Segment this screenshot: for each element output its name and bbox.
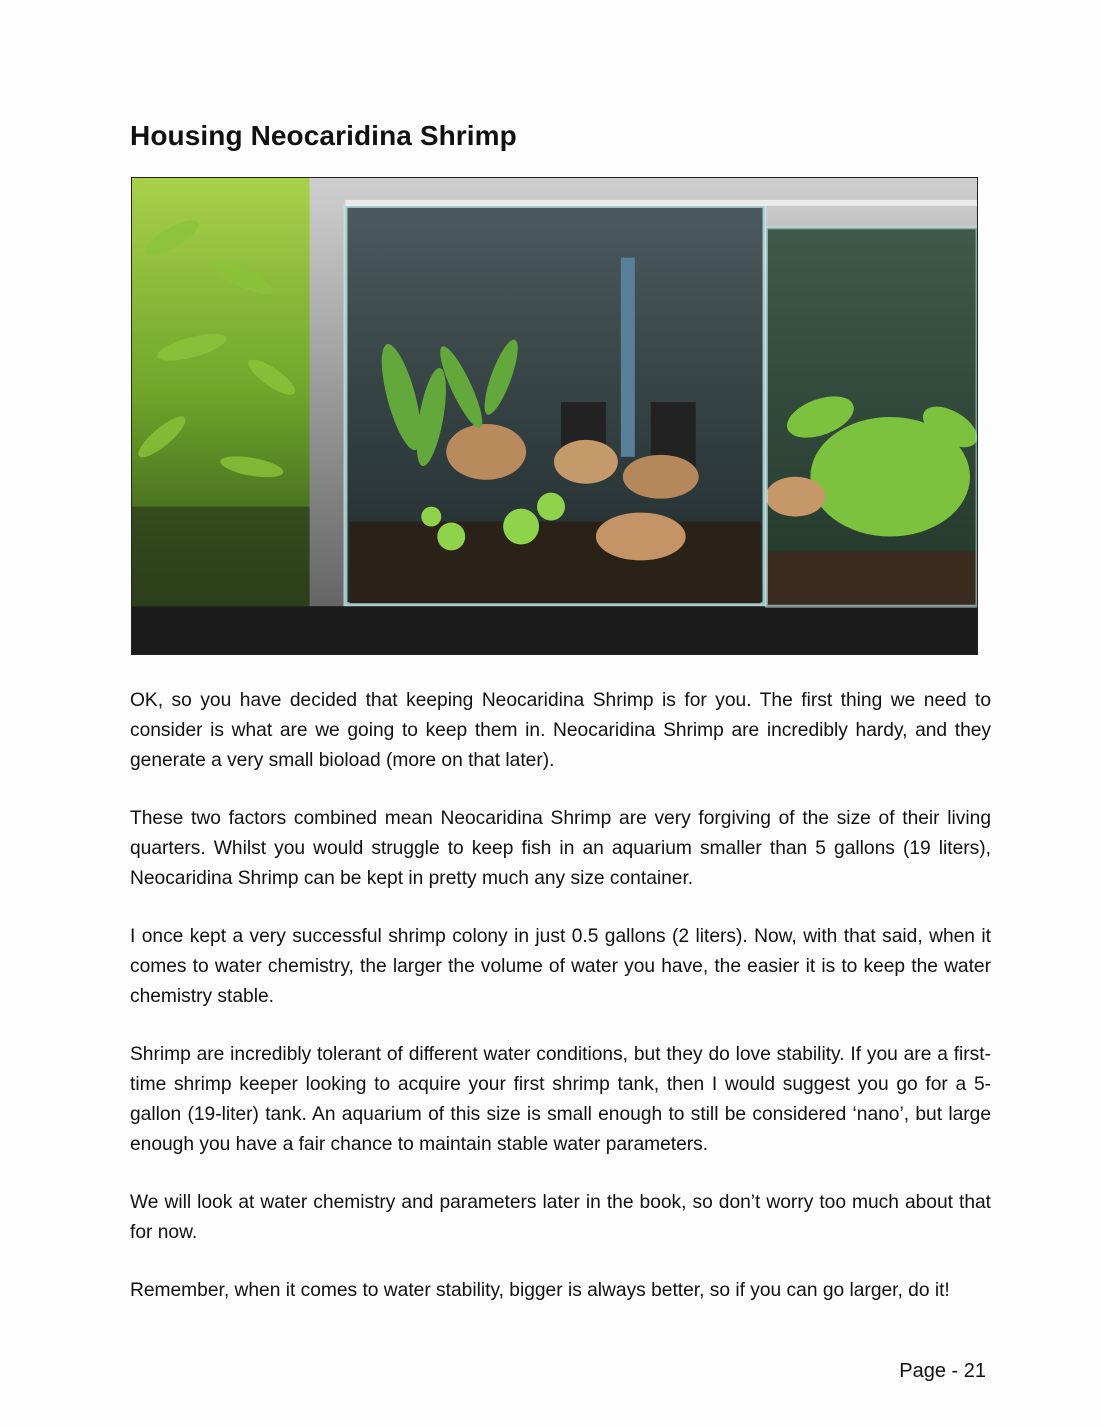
page-number: Page - 21 xyxy=(899,1360,986,1382)
paragraph: These two factors combined mean Neocaridina Shrimp are very forgiving of the size of their living quarters. Whilst you would struggle to keep fish in an aquarium smaller than 5 gallons (19 liters), Neocaridina Shrimp can be kept in pretty much any size container. xyxy=(130,808,991,889)
page-title: Housing Neocaridina Shrimp xyxy=(130,120,517,151)
aquarium-photo xyxy=(131,177,978,655)
paragraph: Remember, when it comes to water stability, bigger is always better, so if you can go larger, do it! xyxy=(130,1280,950,1301)
paragraph: I once kept a very successful shrimp colony in just 0.5 gallons (2 liters). Now, with that said, when it comes to water chemistry, the larger the volume of water you have, the easier it is to keep the water chemistry stable. xyxy=(130,926,991,1007)
body-text xyxy=(130,686,991,1334)
aquarium-illustration xyxy=(132,178,977,654)
paragraph: OK, so you have decided that keeping Neocaridina Shrimp is for you. The first thing we need to consider is what are we going to keep them in. Neocaridina Shrimp are incredibly hardy, and they generate a very small bioload (more on that later). xyxy=(130,690,991,771)
paragraph: We will look at water chemistry and parameters later in the book, so don’t worry too much about that for now. xyxy=(130,1192,991,1243)
paragraph: Shrimp are incredibly tolerant of different water conditions, but they do love stability. If you are a first-time shrimp keeper looking to acquire your first shrimp tank, then I would suggest you go for a 5-gallon (19-liter) tank. An aquarium of this size is small enough to still be considered ‘nano’, but large enough you have a fair chance to maintain stable water parameters. xyxy=(130,1044,991,1155)
